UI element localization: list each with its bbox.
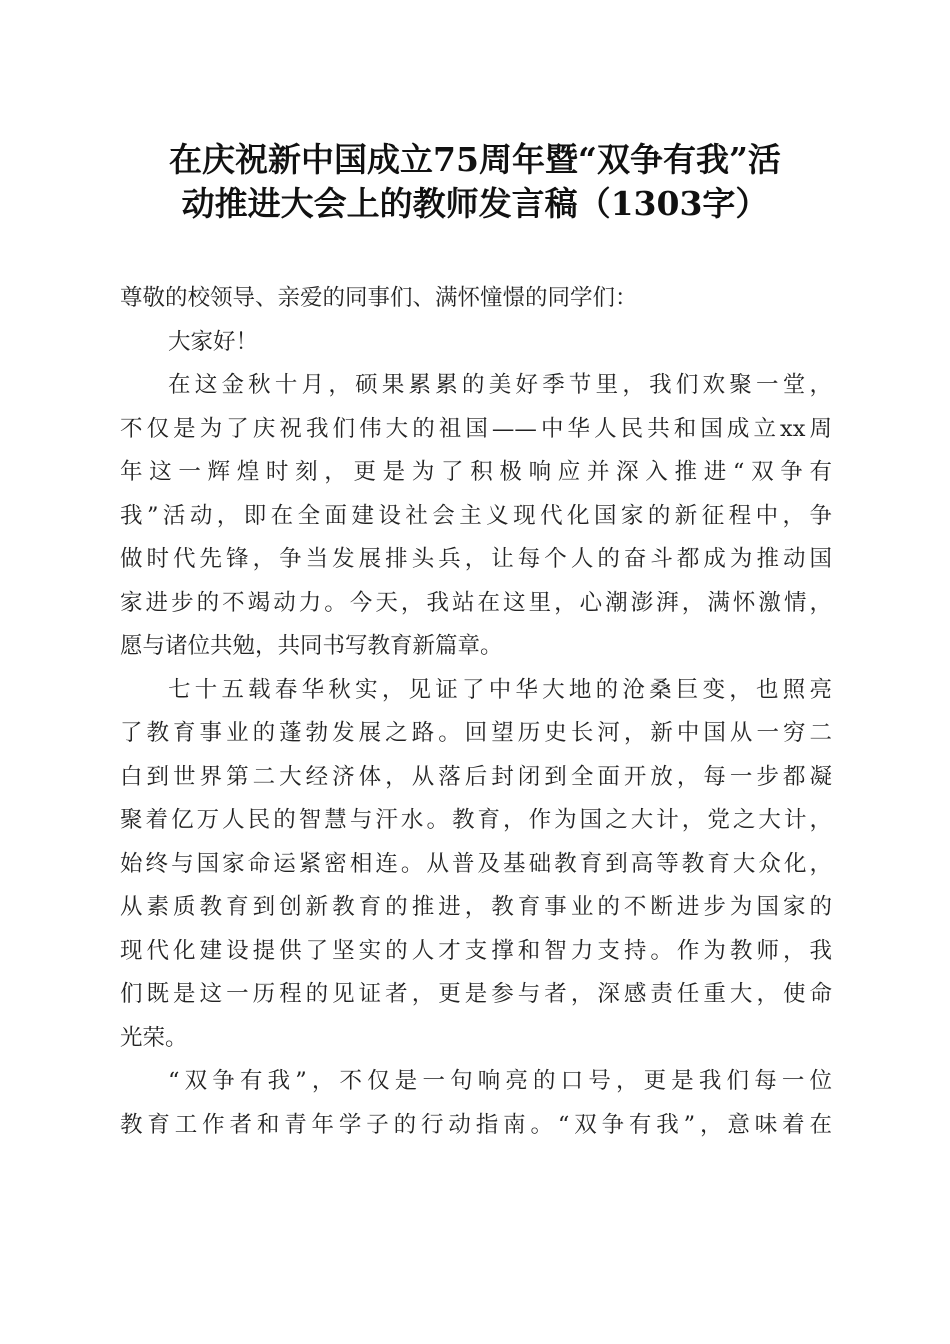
title-line: 动推进大会上的教师发言稿（1303字） bbox=[181, 184, 769, 223]
paragraph-line: 聚着亿万人民的智慧与汗水。教育，作为国之大计，党之大计， bbox=[120, 807, 832, 833]
paragraph-line: 从素质教育到创新教育的推进，教育事业的不断进步为国家的 bbox=[120, 894, 832, 920]
paragraph-line: 愿与诸位共勉，共同书写教育新篇章。 bbox=[120, 633, 503, 659]
paragraph-line: 年这一辉煌时刻，更是为了积极响应并深入推进“双争有 bbox=[120, 459, 832, 485]
document-title bbox=[100, 138, 850, 226]
paragraph-line: 我”活动，即在全面建设社会主义现代化国家的新征程中，争 bbox=[120, 502, 832, 529]
paragraph-line: 教育工作者和青年学子的行动指南。“双争有我”，意味着在 bbox=[120, 1111, 832, 1138]
document-body bbox=[120, 277, 832, 1147]
title-line: 在庆祝新中国成立75周年暨“双争有我”活 bbox=[169, 140, 781, 179]
paragraph-line: 做时代先锋，争当发展排头兵，让每个人的奋斗都成为推动国 bbox=[120, 546, 832, 572]
paragraph-line: 们既是这一历程的见证者，更是参与者，深感责任重大，使命 bbox=[120, 981, 832, 1007]
paragraph-line: 七十五载春华秋实，见证了中华大地的沧桑巨变，也照亮 bbox=[168, 676, 832, 703]
salutation-line: 尊敬的校领导、亲爱的同事们、满怀憧憬的同学们： bbox=[120, 285, 638, 311]
greeting-line: 大家好！ bbox=[168, 328, 259, 355]
paragraph-line: “双争有我”，不仅是一句响亮的口号，更是我们每一位 bbox=[168, 1068, 832, 1094]
paragraph-line: 白到世界第二大经济体，从落后封闭到全面开放，每一步都凝 bbox=[120, 763, 832, 790]
paragraph-line: 光荣。 bbox=[120, 1024, 188, 1051]
paragraph-line: 现代化建设提供了坚实的人才支撑和智力支持。作为教师，我 bbox=[120, 937, 832, 964]
paragraph-line: 不仅是为了庆祝我们伟大的祖国——中华人民共和国成立xx周 bbox=[120, 415, 832, 442]
paragraph-line: 了教育事业的蓬勃发展之路。回望历史长河，新中国从一穷二 bbox=[120, 720, 832, 746]
paragraph-line: 家进步的不竭动力。今天，我站在这里，心潮澎湃，满怀激情， bbox=[120, 589, 832, 616]
paragraph-line: 在这金秋十月，硕果累累的美好季节里，我们欢聚一堂， bbox=[168, 372, 832, 398]
paragraph-line: 始终与国家命运紧密相连。从普及基础教育到高等教育大众化， bbox=[120, 850, 832, 877]
